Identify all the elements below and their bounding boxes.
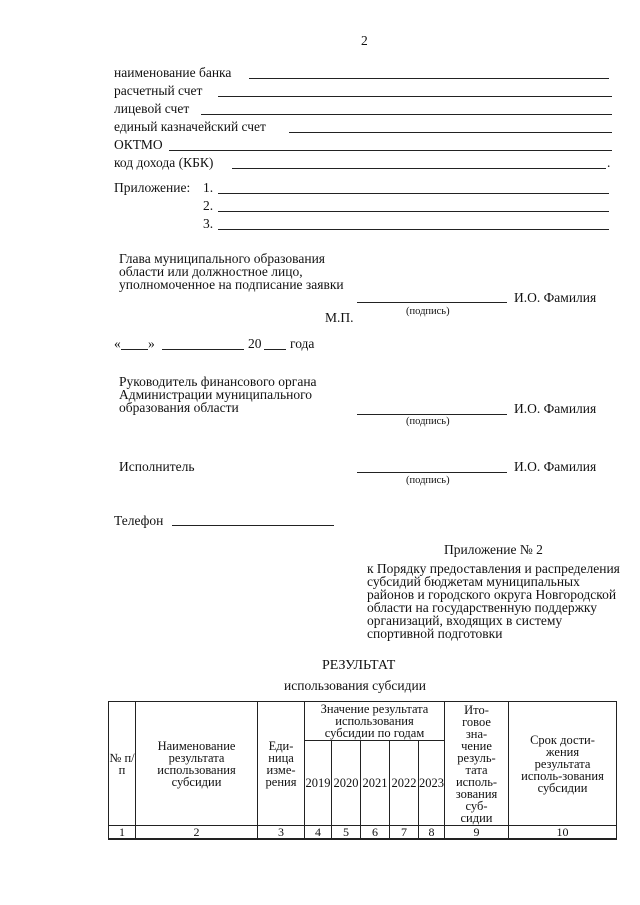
column-number: 9 [445, 826, 509, 840]
phone-label: Телефон [114, 513, 164, 528]
kbk-period: . [607, 155, 611, 170]
column-number: 3 [258, 826, 305, 840]
executor-signature-caption: (подпись) [406, 475, 450, 486]
result-table [108, 701, 617, 840]
header-values: Значение результата использования субсидии по годам [305, 702, 445, 741]
treasury-account-label: единый казначейский счет [114, 119, 266, 134]
finance-signature-caption: (подпись) [406, 416, 450, 427]
head-position-title: Глава муниципального образования области или должностное лицо, уполномоченное на подписание заявки [119, 251, 344, 292]
bank-name-label: наименование банка [114, 65, 232, 80]
head-signer-name: И.О. Фамилия [514, 290, 597, 305]
appendix-text: к Порядку предоставления и распределения субсидий бюджетам муниципальных районов и городского округа Новгородской области на государственную поддержку организаций, входящих в систему спортивной подготовки [367, 561, 620, 641]
header-deadline: Срок дости-жения результата исполь-зования субсидии [509, 702, 617, 826]
year-cell: 2020 [332, 741, 361, 826]
settlement-account-field[interactable] [218, 96, 612, 97]
result-title: РЕЗУЛЬТАТ [322, 658, 396, 673]
header-total: Ито-говое зна-чение резуль-тата исполь-зования суб-сидии [445, 702, 509, 826]
column-number: 10 [509, 826, 617, 840]
oktmo-label: ОКТМО [114, 137, 163, 152]
page-number: 2 [361, 33, 368, 48]
date-close-quote: » [148, 336, 155, 351]
date-month-field[interactable] [162, 349, 244, 350]
date-open-quote: « [114, 336, 121, 351]
table-number-row [109, 826, 617, 840]
attachment-number: 3. [203, 216, 214, 231]
attachment-field[interactable] [218, 229, 609, 230]
date-year-suffix: года [290, 336, 315, 351]
date-year-prefix: 20 [248, 336, 262, 351]
executor-name: И.О. Фамилия [514, 459, 597, 474]
year-cell: 2023 [419, 741, 445, 826]
column-number: 5 [332, 826, 361, 840]
settlement-account-label: расчетный счет [114, 83, 203, 98]
date-day-field[interactable] [121, 349, 148, 350]
bank-name-field[interactable] [249, 78, 609, 79]
year-cell: 2019 [305, 741, 332, 826]
column-number: 7 [390, 826, 419, 840]
head-signature-line[interactable] [357, 302, 507, 303]
attachment-number: 2. [203, 198, 214, 213]
attachments-label: Приложение: [114, 180, 191, 195]
finance-position-title: Руководитель финансового органа Администрации муниципального образования области [119, 374, 317, 415]
finance-signer-name: И.О. Фамилия [514, 401, 597, 416]
stamp-label: М.П. [325, 310, 354, 325]
appendix-title: Приложение № 2 [444, 542, 543, 557]
executor-label: Исполнитель [119, 459, 195, 474]
attachment-number: 1. [203, 180, 214, 195]
column-number: 1 [109, 826, 136, 840]
attachment-field[interactable] [218, 193, 609, 194]
header-unit: Еди-ница изме-рения [258, 702, 305, 826]
column-number: 8 [419, 826, 445, 840]
finance-signature-line[interactable] [357, 414, 507, 415]
year-cell: 2021 [361, 741, 390, 826]
column-number: 4 [305, 826, 332, 840]
attachment-field[interactable] [218, 211, 609, 212]
personal-account-label: лицевой счет [114, 101, 190, 116]
head-signature-caption: (подпись) [406, 306, 450, 317]
column-number: 2 [136, 826, 258, 840]
executor-signature-line[interactable] [357, 472, 507, 473]
kbk-label: код дохода (КБК) [114, 155, 214, 170]
personal-account-field[interactable] [201, 114, 612, 115]
year-cell: 2022 [390, 741, 419, 826]
header-name: Наименование результата использования субсидии [136, 702, 258, 826]
phone-field[interactable] [172, 525, 334, 526]
table-header-row [109, 702, 617, 741]
result-subtitle: использования субсидии [284, 678, 426, 693]
date-year-field[interactable] [264, 349, 286, 350]
kbk-field[interactable] [232, 168, 606, 169]
oktmo-field[interactable] [169, 150, 612, 151]
header-num: № п/п [109, 702, 136, 826]
column-number: 6 [361, 826, 390, 840]
treasury-account-field[interactable] [289, 132, 612, 133]
